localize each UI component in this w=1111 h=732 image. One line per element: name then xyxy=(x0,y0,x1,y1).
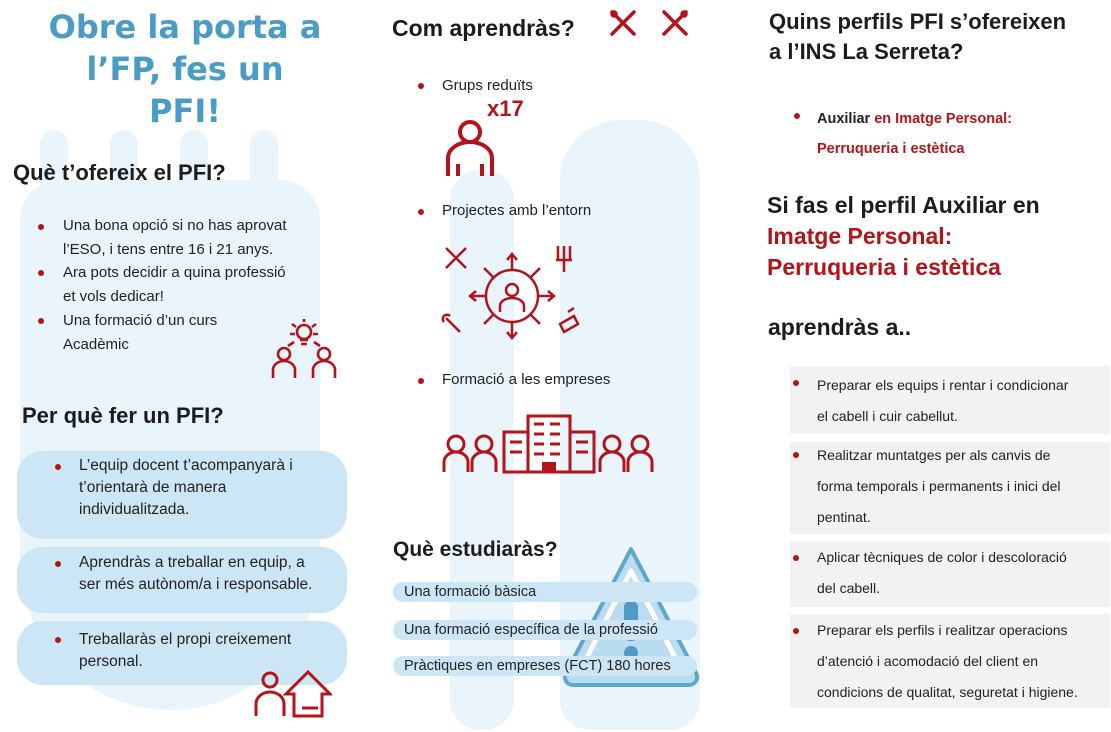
tools-cross-icon xyxy=(660,8,690,38)
task-text: pentinat. xyxy=(817,509,871,525)
why-item-text: ser més autònom/a i responsable. xyxy=(79,576,313,593)
idea-team-icon xyxy=(268,318,340,380)
study-item: Una formació específica de la professió xyxy=(404,622,658,638)
bullet-icon xyxy=(794,113,800,119)
bullet-icon xyxy=(418,209,424,215)
task-text: d’atenció i acomodació del client en xyxy=(817,653,1039,669)
list-item-text: Acadèmic xyxy=(63,336,129,353)
list-item-text: et vols dedicar! xyxy=(63,288,164,305)
task-text: el cabell i cuir cabellut. xyxy=(817,408,958,424)
bullet-icon xyxy=(418,83,424,89)
profiles-heading-line: Quins perfils PFI s’ofereixen xyxy=(769,9,1067,34)
profile-intro-line: Si fas el perfil Auxiliar en xyxy=(767,192,1040,218)
profile-item xyxy=(817,104,1012,164)
profile-intro-line: Perruqueria i estètica xyxy=(767,254,1001,280)
personal-growth-icon xyxy=(250,668,332,718)
bullet-icon xyxy=(55,561,61,567)
bullet-icon xyxy=(793,380,799,386)
profile-intro-line: Imatge Personal: xyxy=(767,223,953,249)
person-icon xyxy=(444,118,496,178)
why-item-text: Treballaràs el propi creixement xyxy=(79,631,292,648)
profile-intro xyxy=(767,190,1040,283)
task-text: Realitzar muntatges per als canvis de xyxy=(817,447,1051,463)
learn-item: Grups reduïts xyxy=(442,77,533,94)
study-item: Una formació bàsica xyxy=(404,584,537,600)
bullet-icon xyxy=(418,378,424,384)
bullet-icon xyxy=(55,464,61,470)
list-item-text: Una bona opció si no has aprovat xyxy=(63,217,287,234)
bullet-icon xyxy=(793,452,799,458)
task-text: forma temporals i permanents i inici del xyxy=(817,478,1061,494)
offer-heading: Què t’ofereix el PFI? xyxy=(13,160,226,185)
bullet-icon xyxy=(38,270,44,276)
main-title xyxy=(20,6,350,132)
why-item-text: t’orientarà de manera xyxy=(79,479,227,496)
bullet-icon xyxy=(38,224,44,230)
task-text: Preparar els perfils i realitzar operacions xyxy=(817,622,1068,638)
list-item-text: Una formació d’un curs xyxy=(63,312,218,329)
why-item-text: L’equip docent t’acompanyarà i xyxy=(79,457,293,474)
profiles-heading xyxy=(769,7,1066,67)
bullet-icon xyxy=(55,637,61,643)
profile-specialty: en Imatge Personal: xyxy=(874,111,1013,127)
profiles-heading-line: a l’INS La Serreta? xyxy=(769,39,964,64)
learn-item: Formació a les empreses xyxy=(442,371,611,388)
main-title-line: PFI! xyxy=(149,92,221,130)
bullet-icon xyxy=(793,555,799,561)
why-item-text: Aprendràs a treballar en equip, a xyxy=(79,554,305,571)
project-network-icon xyxy=(440,240,590,346)
why-heading: Per què fer un PFI? xyxy=(22,403,224,428)
company-people-icon xyxy=(442,412,654,474)
list-item-text: Ara pots decidir a quina professió xyxy=(63,264,286,281)
bullet-icon xyxy=(38,318,44,324)
learn-item: Projectes amb l’entorn xyxy=(442,202,592,219)
bullet-icon xyxy=(793,628,799,634)
why-item-text: personal. xyxy=(79,653,143,670)
tools-cross-icon xyxy=(608,8,638,38)
learn-tasks-heading: aprendràs a.. xyxy=(768,314,912,340)
main-title-line: l’FP, fes un xyxy=(86,50,284,88)
profile-specialty: Perruqueria i estètica xyxy=(817,141,965,157)
task-text: Aplicar tècniques de color i descoloració xyxy=(817,549,1067,565)
main-title-line: Obre la porta a xyxy=(48,8,322,46)
why-item-text: individualitzada. xyxy=(79,501,190,518)
learn-heading: Com aprendràs? xyxy=(392,15,575,41)
profile-name: Auxiliar xyxy=(817,111,871,127)
study-heading: Què estudiaràs? xyxy=(393,538,558,561)
task-text: condicions de qualitat, seguretat i higiene. xyxy=(817,684,1078,700)
task-text: Preparar els equips i rentar i condicionar xyxy=(817,377,1069,393)
study-item: Pràctiques en empreses (FCT) 180 hores xyxy=(404,658,671,674)
task-text: del cabell. xyxy=(817,580,881,596)
list-item-text: l’ESO, i tens entre 16 i 21 anys. xyxy=(63,241,274,258)
group-count-label: x17 xyxy=(487,96,524,121)
